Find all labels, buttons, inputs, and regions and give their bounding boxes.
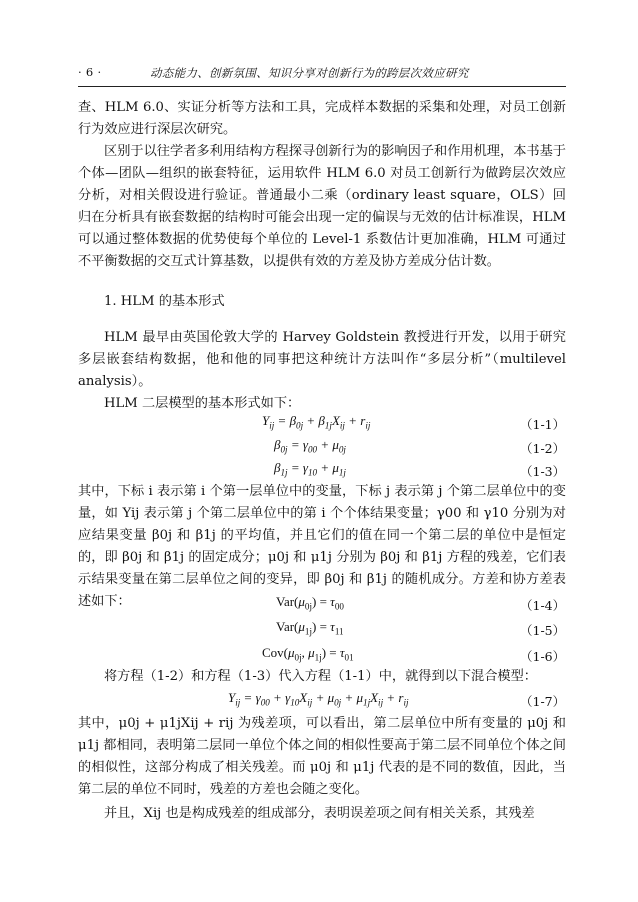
paragraph-1 bbox=[78, 97, 566, 141]
paragraph-4-text: HLM 二层模型的基本形式如下： bbox=[104, 396, 301, 411]
paragraph-2-text: 区别于以往学者多利用结构方程探寻创新行为的影响因子和作用机理，本书基于个体—团队—组织的嵌套特征，运用软件 HLM 6.0 对员工创新行为做跨层次效应分析，对相关假设进行验证。普通最小二乘（ordinary least square，OLS）回归在分析具有嵌套数据的结构时可能会出现一定的偏误与无效的估计标准误，HLM 可以通过整体数据的优势使每个单位的 Level-1 系数估计更加准确，HLM 可通过不平衡数据的交互式计算基数，以提供有效的方差及协方差成分估计数。 bbox=[78, 144, 566, 269]
paragraph-6-text: 将方程（1-2）和方程（1-3）代入方程（1-1）中，就得到以下混合模型： bbox=[104, 669, 537, 684]
paragraph-7-text: 其中，μ0j + μ1jXij + rij 为残差项，可以看出，第二层单位中所有变量的 μ0j 和 μ1j 都相同，表明第二层同一单位个体之间的相似性要高于第二层不同单位个体之间的相似性，这部分构成了相关残差。而 μ0j 和 μ1j 代表的是不同的数值，因此，当第二层的单位不同时，残差的方差也会随之变化。 bbox=[78, 716, 566, 797]
section-title: 1. HLM 的基本形式 bbox=[104, 294, 225, 309]
equation-number: （1-2） bbox=[520, 441, 566, 456]
paragraph-8-text: 并且，Xij 也是构成残差的组成部分，表明误差项之间有相关关系，其残差 bbox=[104, 806, 535, 821]
equation-number: （1-7） bbox=[520, 694, 566, 709]
paragraph-5-text: 其中，下标 i 表示第 i 个第一层单位中的变量，下标 j 表示第 j 个第二层单位中的变量，如 Yij 表示第 j 个第二层单位中的第 i 个个体结果变量；γ00 和 γ10 分别为对应结果变量 β0j 和 β1j 的平均值，并且它们的值在同一个第二层的单位中是恒定的，即 β0j 和 β1j 的固定成分；μ0j 和 μ1j 分别为 β0j 和 β1j 方程的残差，它们表示结果变量在第二层单位之间的变异，即 β0j 和 β1j 的随机成分。方差和协方差表述如下： bbox=[78, 484, 566, 609]
equation-1-2: $\beta_{0j} = \gamma_{00} + \mu_{0j}$ bbox=[274, 437, 346, 455]
equation-number: （1-3） bbox=[520, 464, 566, 479]
paragraph-1-text: 查、HLM 6.0、实证分析等方法和工具，完成样本数据的采集和处理，对员工创新行为效应进行深层次研究。 bbox=[78, 100, 566, 137]
paragraph-6 bbox=[78, 666, 566, 688]
equation-1-5: $Var(\mu_{1j}) = \tau_{11}$ bbox=[276, 619, 344, 637]
equation-1-1: $Y_{ij} = \beta_{0j} + \beta_{1j}X_{ij} + r_{ij}$ bbox=[262, 413, 371, 431]
equation-1-7: $Y_{ij} = \gamma_{00} + \gamma_{10}X_{ij} + \mu_{0j} + \mu_{1j}X_{ij} + r_{ij}$ bbox=[228, 690, 409, 708]
equation-number: （1-4） bbox=[520, 598, 566, 613]
running-title: 动态能力、创新氛围、知识分享对创新行为的跨层次效应研究 bbox=[150, 66, 469, 80]
page-number: · 6 · bbox=[78, 65, 102, 79]
paragraph-4 bbox=[78, 393, 566, 415]
equation-number: （1-5） bbox=[520, 623, 566, 638]
paragraph-7 bbox=[78, 713, 566, 801]
equation-1-6: $Cov(\mu_{0j}$, $\mu_{1j}) = \tau_{01}$ bbox=[262, 645, 354, 663]
equation-1-4: $Var(\mu_{0j}) = \tau_{00}$ bbox=[276, 594, 344, 612]
equation-number: （1-6） bbox=[520, 649, 566, 664]
paragraph-3 bbox=[78, 327, 566, 393]
equation-1-3: $\beta_{1j} = \gamma_{10} + \mu_{1j}$ bbox=[274, 460, 346, 478]
paragraph-2 bbox=[78, 141, 566, 273]
equation-number: （1-1） bbox=[520, 417, 566, 432]
paragraph-3-text: HLM 最早由英国伦敦大学的 Harvey Goldstein 教授进行开发，以用于研究多层嵌套结构数据，他和他的同事把这种统计方法叫作“多层分析”（multilevel analysis）。 bbox=[78, 330, 566, 389]
header-rule bbox=[78, 86, 566, 87]
paragraph-8 bbox=[78, 803, 566, 825]
